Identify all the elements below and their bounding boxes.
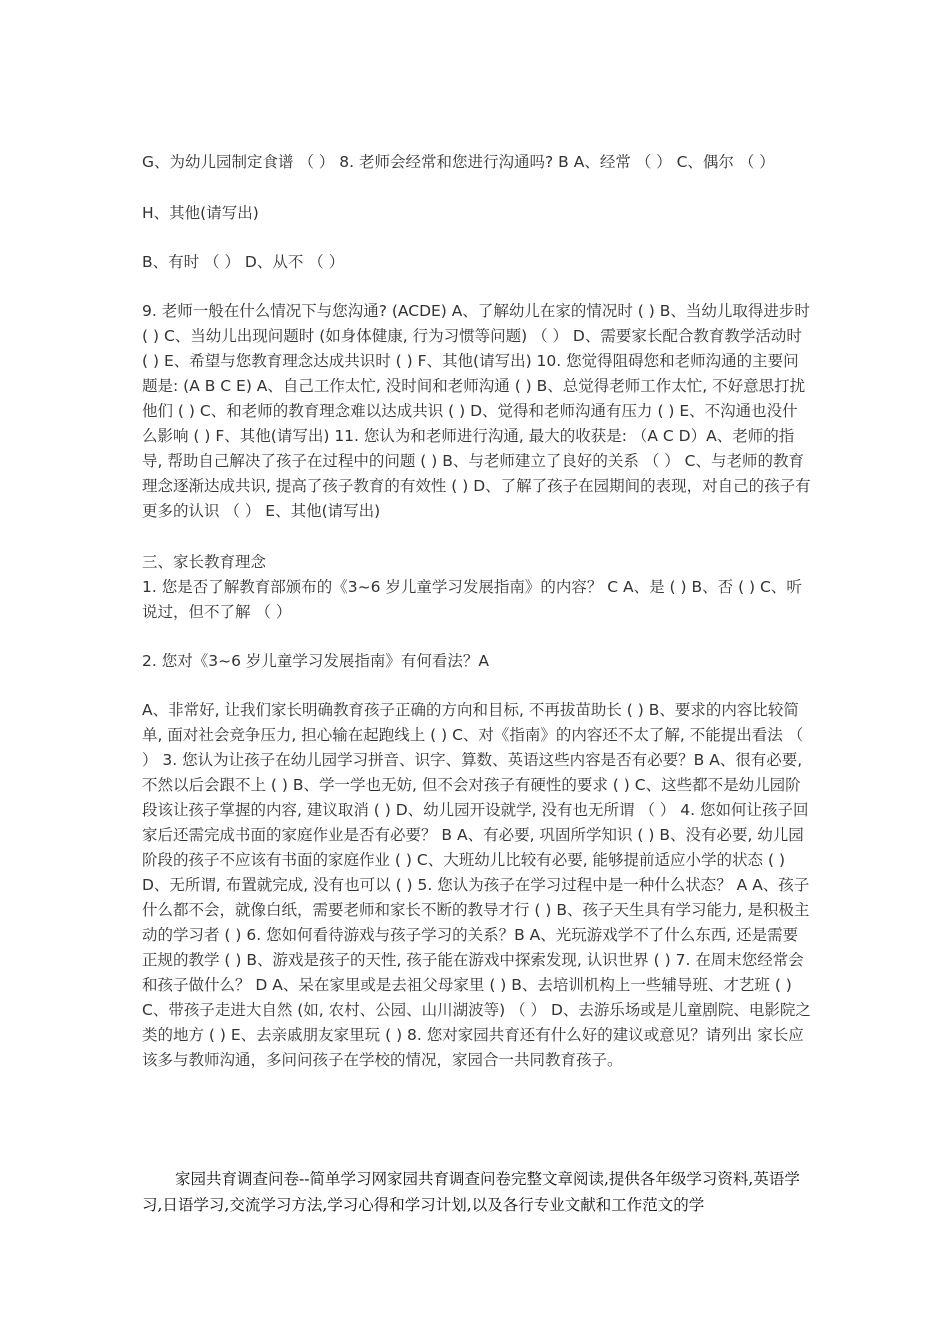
section-heading: 三、家长教育理念 [142,553,267,571]
paragraph-b-d: B、有时 （ ） D、从不 （ ） [142,253,345,271]
footer-summary: 家园共育调查问卷--简单学习网家园共育调查问卷完整文章阅读,提供各年级学习资料,英语学习,日语学习,交流学习方法,学习心得和学习计划,以及各行专业文献和工作范文的学 [142,1170,800,1214]
paragraph-section3-q3-q8: A、非常好, 让我们家长明确教育孩子正确的方向和目标, 不再拔苗助长 ( ) B、要求的内容比较简单, 面对社会竞争压力, 担心输在起跑线上 ( ) C、对《指南》的内容还不太了解, 不能提出看法 （ ） 3. 您认为让孩子在幼儿园学习拼音、识字、算数、英语这些内容是否有必要？B A、很有必要, 不然以后会跟不上 ( ) B、学一学也无妨, 但不会对孩子有硬性的要求 ( ) C、这些都不是幼儿园阶段该让孩子掌握的内容, 建议取消 ( ) D、幼儿园开设就学, 没有也无所谓 （ ） 4. 您如何让孩子回家后还需完成书面的家庭作业是否有必要？ B A、有必要, 巩固所学知识 ( ) B、没有必要, 幼儿园阶段的孩子不应该有书面的家庭作业 ( ) C、大班幼儿比较有必要, 能够提前适应小学的状态 ( ) D、无所谓, 布置就完成, 没有也可以 ( ) 5. 您认为孩子在学习过程中是一种什么状态？ A A、孩子什么都不会，就像白纸，需要老师和家长不断的教导才行 ( ) B、孩子天生具有学习能力, 是积极主动的学习者 ( ) 6. 您如何看待游戏与孩子学习的关系？B A、光玩游戏学不了什么东西, 还是需要正规的教学 ( ) B、游戏是孩子的天性, 孩子能在游戏中探索发现, 认识世界 ( ) 7. 在周末您经常会和孩子做什么？ D A、呆在家里或是去祖父母家里 ( ) B、去培训机构上一些辅导班、才艺班 ( ) C、带孩子走进大自然 (如, 农村、公园、山川湖波等) （ ） D、去游乐场或是儿童剧院、电影院之类的地方 ( ) E、去亲戚朋友家里玩 ( ) 8. 您对家园共育还有什么好的建议或意见？请列出 家长应该多与教师沟通，多问问孩子在学校的情况，家园合一共同教育孩子。 [142,701,811,1069]
paragraph-section3-q2: 2. 您对《3~6 岁儿童学习发展指南》有何看法？A [142,652,489,670]
paragraph-section3-q1: 1. 您是否了解教育部颁布的《3~6 岁儿童学习发展指南》的内容？ C A、是 ( ) B、否 ( ) C、听说过，但不了解 （ ） [142,578,802,621]
paragraph-h-other: H、其他(请写出) [142,204,259,222]
paragraph-q9-q11: 9. 老师一般在什么情况下与您沟通? (ACDE) A、了解幼儿在家的情况时 ( ) B、当幼儿取得进步时 ( ) C、当幼儿出现问题时 (如身体健康, 行为习惯等问题) （ ） D、需要家长配合教育教学活动时 ( ) E、希望与您教育理念达成共识时 ( ) F、其他(请写出) 10. 您觉得阻碍您和老师沟通的主要问题是: (A B C E) A、自己工作太忙, 没时间和老师沟通 ( ) B、总觉得老师工作太忙, 不好意思打扰他们 ( ) C、和老师的教育理念难以达成共识 ( ) D、觉得和老师沟通有压力 ( ) E、不沟通也没什么影响 ( ) F、其他(请写出) 11. 您认为和老师进行沟通, 最大的收获是: （A C D）A、老师的指导, 帮助自己解决了孩子在过程中的问题 ( ) B、与老师建立了良好的关系 （ ） C、与老师的教育理念逐渐达成共识, 提高了孩子教育的有效性 ( ) D、了解了孩子在园期间的表现，对自己的孩子有更多的认识 （ ） E、其他(请写出) [142,302,815,520]
paragraph-g-q8: G、为幼儿园制定食谱 （ ） 8. 老师会经常和您进行沟通吗? B A、经常 （ ） C、偶尔 （ ） [142,153,775,171]
